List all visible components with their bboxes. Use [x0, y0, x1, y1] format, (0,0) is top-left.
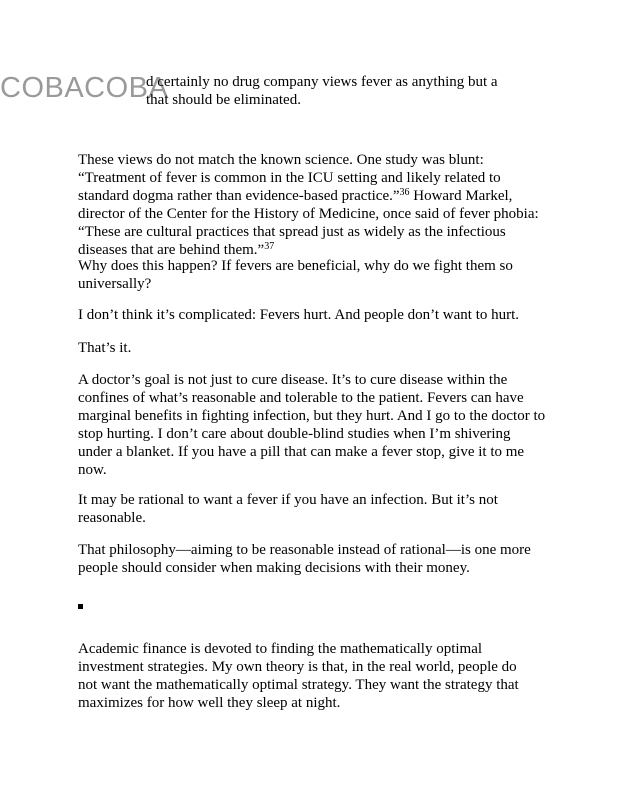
- footnote-ref-37: 37: [264, 241, 275, 252]
- section-break-mark: [78, 604, 83, 609]
- paragraph-thats-it: That’s it.: [78, 340, 132, 356]
- paragraph-rational: It may be rational to want a fever if you have an infection. But it’s not reasonable.: [78, 492, 498, 526]
- paragraph-complicated: I don’t think it’s complicated: Fevers hurt. And people don’t want to hurt.: [78, 307, 520, 323]
- paragraph-why: Why does this happen? If fevers are beneficial, why do we fight them so universally?: [78, 258, 513, 292]
- paragraph-study-text-b: Howard Markel, director of the Center for the History of Medicine, once said of fever phobia: “These are cultural practices that spread just as widely as the infectious diseases that are behind them.”: [78, 188, 539, 258]
- footnote-ref-36: 36: [399, 187, 410, 198]
- paragraph-study-text-a: These views do not match the known science. One study was blunt: “Treatment of fever is common in the ICU setting and likely related to standard dogma rather than evidence-based practice.”: [78, 152, 501, 204]
- paragraph-study: [78, 151, 544, 259]
- watermark: COBACOBA: [0, 72, 169, 104]
- intro-line-2: that should be eliminated.: [146, 92, 301, 108]
- paragraph-academic-finance: Academic finance is devoted to finding the mathematically optimal investment strategies. My own theory is that, in the real world, people do not want the mathematically optimal strategy. They want the strategy that maximizes for how well they sleep at night.: [78, 641, 519, 711]
- paragraph-doctor-goal: A doctor’s goal is not just to cure disease. It’s to cure disease within the confines of what’s reasonable and tolerable to the patient. Fevers can have marginal benefits in fighting infection, but they hurt. And I go to the doctor to stop hurting. I don’t care about double-blind studies when I’m shivering under a blanket. If you have a pill that can make a fever stop, give it to me now.: [78, 372, 546, 478]
- paragraph-philosophy: That philosophy—aiming to be reasonable instead of rational—is one more people should consider when making decisions with their money.: [78, 542, 531, 576]
- intro-line-1: d certainly no drug company views fever as anything but a: [146, 74, 498, 90]
